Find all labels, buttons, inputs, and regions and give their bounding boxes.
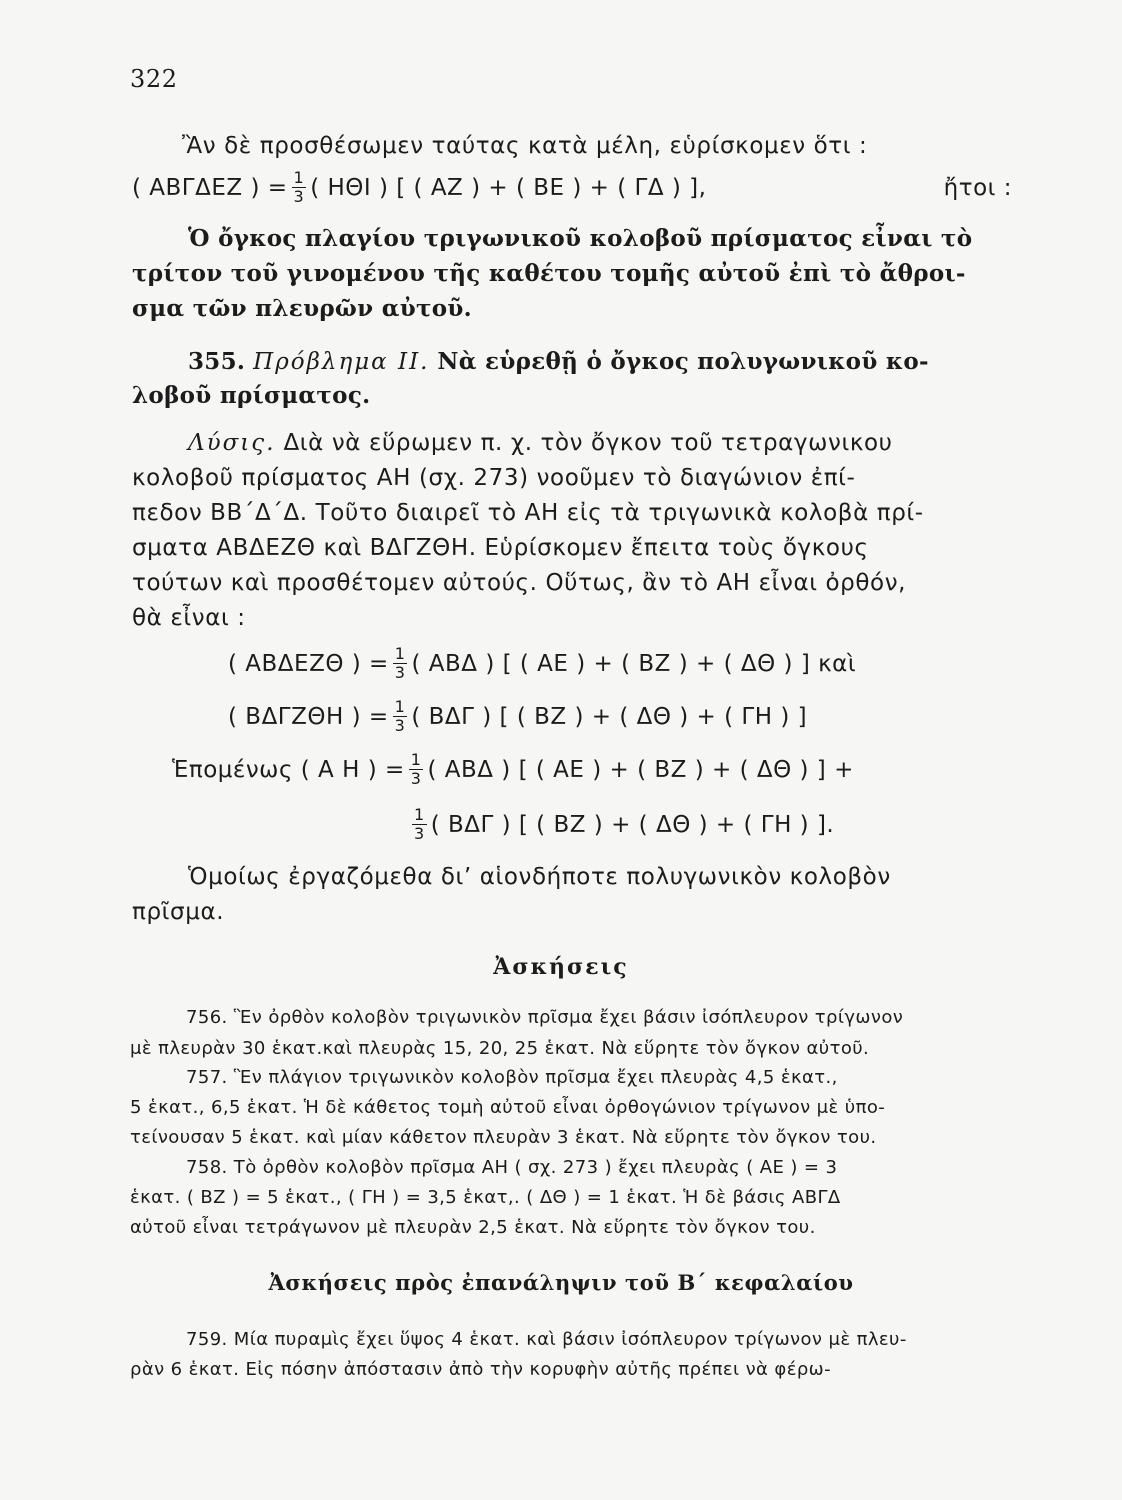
fraction: $\frac{1}{3}$ — [410, 750, 422, 788]
formula-4: Ἑπομένως ( Α Η ) = $\frac{1}{3}$ ( ΑΒΔ ) [ ( ΑΕ ) + ( ΒΖ ) + ( ΔΘ ) ] + — [172, 750, 854, 788]
problem-text-2: λοβοῦ πρίσματος. — [132, 382, 371, 409]
problem-label: Πρόβλημα II. — [253, 349, 430, 375]
solution-line-4: σματα ΑΒΔΕΖΘ καὶ ΒΔΓΖΘΗ. Εὑρίσκομεν ἔπειτα τοὺς ὄγκους — [132, 535, 869, 561]
fraction: $\frac{1}{3}$ — [394, 644, 406, 682]
exercise-line: 5 ἑκατ., 6,5 ἑκατ. Ἡ δὲ κάθετος τομὴ αὐτοῦ εἶναι ὀρθογώνιον τρίγωνον μὲ ὑπο- — [130, 1097, 886, 1118]
exercise-line: 758. Τὸ ὀρθὸν κολοβὸν πρῖσμα ΑΗ ( σχ. 273 ) ἔχει πλευρὰς ( ΑΕ ) = 3 — [186, 1157, 838, 1178]
exercise-line: ἑκατ. ( ΒΖ ) = 5 ἑκατ., ( ΓΗ ) = 3,5 ἑκατ,. ( ΔΘ ) = 1 ἑκατ. Ἡ δὲ βάσις ΑΒΓΔ — [130, 1187, 841, 1208]
formula-2: ( ΑΒΔΕΖΘ ) = $\frac{1}{3}$ ( ΑΒΔ ) [ ( ΑΕ ) + ( ΒΖ ) + ( ΔΘ ) ] καὶ — [228, 644, 857, 682]
formula-1-tail: ἤτοι : — [943, 174, 1012, 201]
problem-number: 355. — [188, 348, 246, 375]
closing-line-1: Ὁμοίως ἐργαζόμεθα δι’ αἱονδήποτε πολυγωνικὸν κολοβὸν — [188, 864, 891, 890]
theorem-line-1: Ὁ ὄγκος πλαγίου τριγωνικοῦ κολοβοῦ πρίσματος εἶναι τὸ — [188, 225, 973, 252]
fraction: $\frac{1}{3}$ — [414, 805, 425, 843]
exercise-line: αὐτοῦ εἶναι τετράγωνον μὲ πλευρὰν 2,5 ἑκατ. Νὰ εὕρητε τὸν ὄγκον του. — [130, 1217, 816, 1238]
solution-line-3: πεδον ΒΒ΄Δ΄Δ. Τοῦτο διαιρεῖ τὸ ΑΗ εἰς τὰ τριγωνικὰ κολοβὰ πρί- — [132, 500, 924, 526]
fraction: $\frac{1}{3}$ — [394, 697, 406, 735]
exercise-line: μὲ πλευρὰν 30 ἑκατ.καὶ πλευρὰς 15, 20, 25 ἑκατ. Νὰ εὕρητε τὸν ὄγκον αὐτοῦ. — [130, 1038, 870, 1059]
formula-3: ( ΒΔΓΖΘΗ ) = $\frac{1}{3}$ ( ΒΔΓ ) [ ( ΒΖ ) + ( ΔΘ ) + ( ΓΗ ) ] — [228, 697, 808, 735]
exercise-line: τείνουσαν 5 ἑκατ. καὶ μίαν κάθετον πλευρὰν 3 ἑκατ. Νὰ εὕρητε τὸν ὄγκον του. — [130, 1127, 877, 1148]
intro-line: Ἂν δὲ προσθέσωμεν ταύτας κατὰ μέλη, εὑρίσκομεν ὅτι : — [182, 133, 868, 159]
solution-line-5: τούτων καὶ προσθέτομεν αὐτούς. Οὕτως, ἂν τὸ ΑΗ εἶναι ὀρθόν, — [132, 570, 907, 596]
exercise-line: 756. Ἓν ὀρθὸν κολοβὸν τριγωνικὸν πρῖσμα ἔχει βάσιν ἰσόπλευρον τρίγωνον — [186, 1007, 904, 1028]
review-line: 759. Μία πυραμὶς ἔχει ὕψος 4 ἑκατ. καὶ βάσιν ἰσόπλευρον τρίγωνον μὲ πλευ- — [186, 1329, 907, 1350]
formula-1 — [132, 170, 1012, 205]
solution-line-6: θὰ εἶναι : — [132, 605, 246, 631]
solution-line-2: κολοβοῦ πρίσματος ΑΗ (σχ. 273) νοοῦμεν τὸ διαγώνιον ἐπί- — [132, 465, 856, 491]
problem-text: Νὰ εὑρεθῇ ὁ ὄγκος πολυγωνικοῦ κο- — [437, 348, 929, 375]
solution-label: Λύσις. — [188, 430, 276, 456]
formula-5: $\frac{1}{3}$ ( ΒΔΓ ) [ ( ΒΖ ) + ( ΔΘ ) + ( ΓΗ ) ]. — [414, 805, 835, 843]
theorem-line-2: τρίτον τοῦ γινομένου τῆς καθέτου τομῆς αὐτοῦ ἐπὶ τὸ ἄθροι- — [132, 260, 966, 287]
formula-1-rhs: ( ΗΘΙ ) [ ( ΑΖ ) + ( ΒΕ ) + ( ΓΔ ) ], — [310, 174, 707, 201]
formula-1-lhs: ( ΑΒΓΔΕΖ ) = — [132, 174, 288, 201]
fraction: $\frac{1}{3}$ — [293, 168, 305, 206]
theorem-line-3: σμα τῶν πλευρῶν αὐτοῦ. — [132, 295, 472, 322]
review-heading: Ἀσκήσεις πρὸς ἐπανάληψιν τοῦ Β΄ κεφαλαίου — [268, 1270, 854, 1295]
problem-heading — [188, 347, 929, 377]
exercises-heading: Ἀσκήσεις — [493, 954, 629, 980]
closing-line-2: πρῖσμα. — [132, 899, 225, 925]
page-number: 322 — [130, 65, 178, 93]
solution-line-1: Λύσις. Διὰ νὰ εὕρωμεν π. χ. τὸν ὄγκον τοῦ τετραγωνικου — [188, 430, 893, 456]
review-line: ρὰν 6 ἑκατ. Εἰς πόσην ἀπόστασιν ἀπὸ τὴν κορυφὴν αὐτῆς πρέπει νὰ φέρω- — [130, 1359, 832, 1380]
exercise-line: 757. Ἓν πλάγιον τριγωνικὸν κολοβὸν πρῖσμα ἔχει πλευρὰς 4,5 ἑκατ., — [186, 1067, 838, 1088]
